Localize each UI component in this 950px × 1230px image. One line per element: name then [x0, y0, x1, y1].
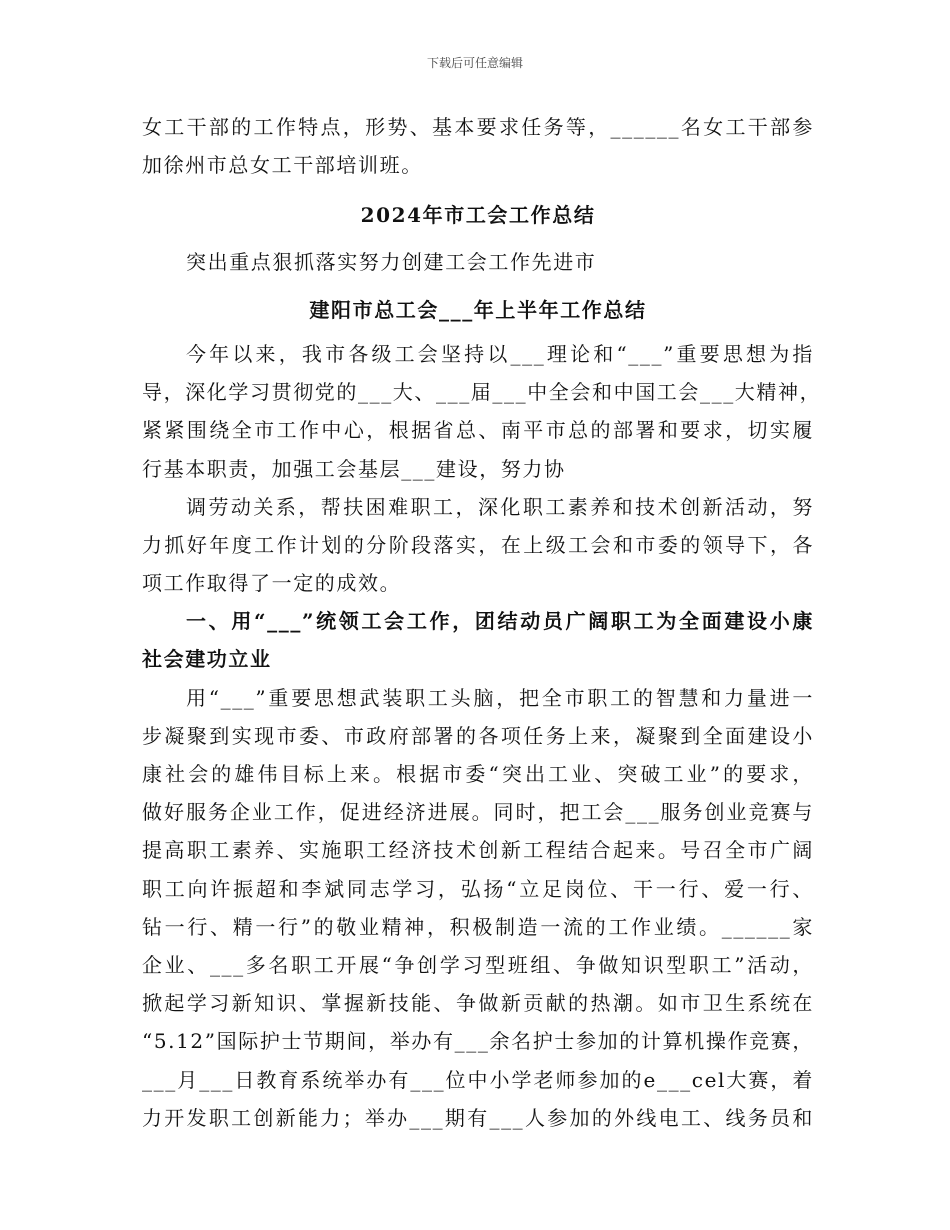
text-line: 康社会的雄伟目标上来。根据市委“突出工业、突破工业”的要求， — [142, 762, 814, 786]
intro-paragraph — [142, 108, 814, 184]
text-line: 用“___”重要思想武装职工头脑，把全市职工的智慧和力量进一 — [186, 685, 814, 710]
text-line: 职工向许振超和李斌同志学习，弘扬“立足岗位、干一行、爱一行、 — [142, 876, 814, 901]
page-header-note: 下载后可任意编辑 — [426, 56, 523, 70]
text-line: 加徐州市总女工干部培训班。 — [142, 153, 423, 178]
text-line: 钻一行、精一行”的敬业精神，积极制造一流的工作业绩。______家 — [142, 914, 814, 939]
paragraph-3 — [142, 679, 814, 1137]
heading-line: 社会建功立业 — [142, 647, 272, 672]
text-line: 企业、___多名职工开展“争创学习型班组、争做知识型职工”活动， — [142, 952, 814, 977]
subtitle: 突出重点狠抓落实努力创建工会工作先进市 — [186, 249, 597, 274]
text-line: 力开发职工创新能力；举办___期有___人参加的外线电工、线务员和 — [142, 1105, 814, 1130]
text-line: 导，深化学习贯彻党的___大、___届___中全会和中国工会___大精神， — [142, 380, 822, 405]
paragraph-2 — [142, 488, 814, 603]
text-line: 调劳动关系，帮扶困难职工，深化职工素养和技术创新活动，努 — [186, 494, 814, 519]
text-line: 掀起学习新知识、掌握新技能、争做新贡献的热潮。如市卫生系统在 — [142, 991, 814, 1016]
text-line: 力抓好年度工作计划的分阶段落实，在上级工会和市委的领导下，各 — [142, 532, 814, 557]
text-line: 提高职工素养、实施职工经济技术创新工程结合起来。号召全市广阔 — [142, 838, 814, 863]
section-title: 建阳市总工会___年上半年工作总结 — [309, 297, 647, 322]
text-line: 做好服务企业工作，促进经济进展。同时，把工会___服务创业竞赛与 — [142, 800, 814, 825]
text-line: 紧紧围绕全市工作中心，根据省总、南平市总的部署和要求，切实履 — [142, 418, 814, 443]
heading-1 — [142, 602, 814, 678]
text-line: “5.12”国际护士节期间，举办有___余名护士参加的计算机操作竞赛， — [142, 1029, 814, 1054]
main-title: 2024年市工会工作总结 — [360, 203, 596, 228]
text-line: 今年以来，我市各级工会坚持以___理论和“___”重要思想为指 — [186, 341, 814, 366]
document-body — [142, 108, 822, 1137]
text-line: 女工干部的工作特点，形势、基本要求任务等，______名女工干部参 — [142, 115, 814, 139]
text-line: 步凝聚到实现市委、市政府部署的各项任务上来，凝聚到全面建设小 — [142, 723, 814, 748]
paragraph-1 — [142, 335, 822, 488]
text-line: 项工作取得了一定的成效。 — [142, 571, 402, 596]
heading-line: 一、用“___”统领工会工作，团结动员广阔职工为全面建设小康 — [186, 609, 814, 634]
text-line: 行基本职责，加强工会基层___建设，努力协 — [142, 456, 566, 481]
text-line: ___月___日教育系统举办有___位中小学老师参加的e___cel大赛，着 — [142, 1067, 814, 1092]
